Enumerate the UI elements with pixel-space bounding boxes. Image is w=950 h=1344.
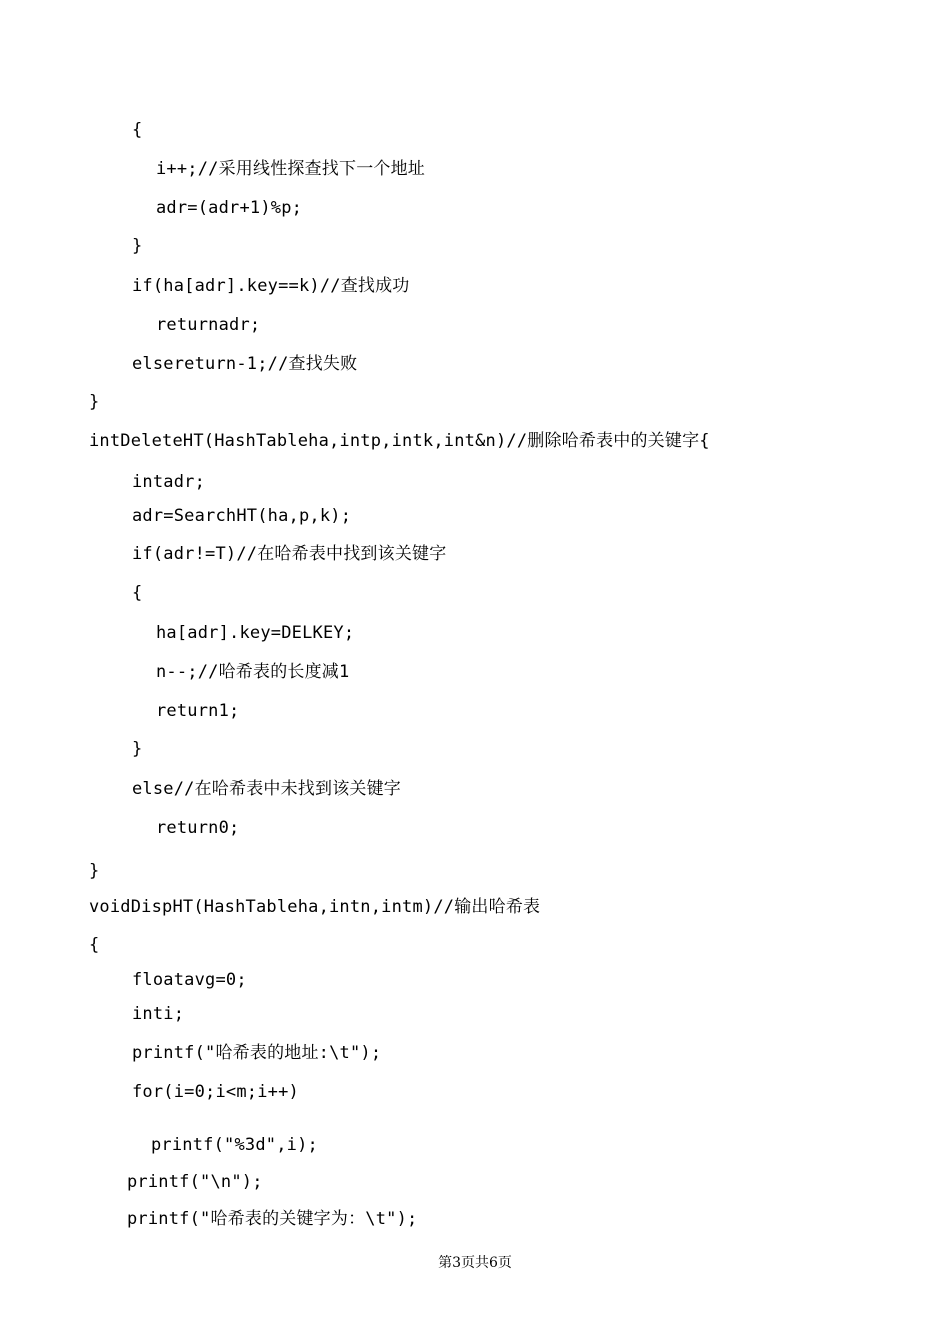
code-line: printf("哈希表的地址:\t"); — [132, 1043, 382, 1063]
code-line: { — [132, 120, 143, 140]
code-line: inti; — [132, 1004, 185, 1024]
code-line: if(ha[adr].key==k)//查找成功 — [132, 276, 410, 296]
code-line: printf("\n"); — [127, 1172, 263, 1192]
code-line: return1; — [156, 701, 240, 721]
code-line: } — [89, 392, 100, 412]
code-line: voidDispHT(HashTableha,intn,intm)//输出哈希表 — [89, 897, 541, 917]
code-line: returnadr; — [156, 315, 261, 335]
code-line: } — [132, 236, 143, 256]
code-line: n--;//哈希表的长度减1 — [156, 662, 350, 682]
code-line: } — [89, 861, 100, 881]
code-line: printf("%3d",i); — [151, 1135, 318, 1155]
code-line: i++;//采用线性探查找下一个地址 — [156, 159, 426, 179]
code-line: adr=SearchHT(ha,p,k); — [132, 506, 352, 526]
code-line: intadr; — [132, 472, 206, 492]
code-line: floatavg=0; — [132, 970, 247, 990]
code-line: elsereturn-1;//查找失败 — [132, 354, 358, 374]
code-line: for(i=0;i<m;i++) — [132, 1082, 299, 1102]
code-line: if(adr!=T)//在哈希表中找到该关键字 — [132, 544, 447, 564]
page-number-footer: 第3页共6页 — [438, 1255, 512, 1271]
code-line: intDeleteHT(HashTableha,intp,intk,int&n)//删除哈希表中的关键字{ — [89, 431, 710, 451]
code-line: printf("哈希表的关键字为：\t"); — [127, 1209, 418, 1229]
code-line: { — [132, 583, 143, 603]
code-line: } — [132, 739, 143, 759]
code-line: ha[adr].key=DELKEY; — [156, 623, 355, 643]
code-line: adr=(adr+1)%p; — [156, 198, 303, 218]
code-line: return0; — [156, 818, 240, 838]
code-line: { — [89, 935, 100, 955]
code-line: else//在哈希表中未找到该关键字 — [132, 779, 402, 799]
